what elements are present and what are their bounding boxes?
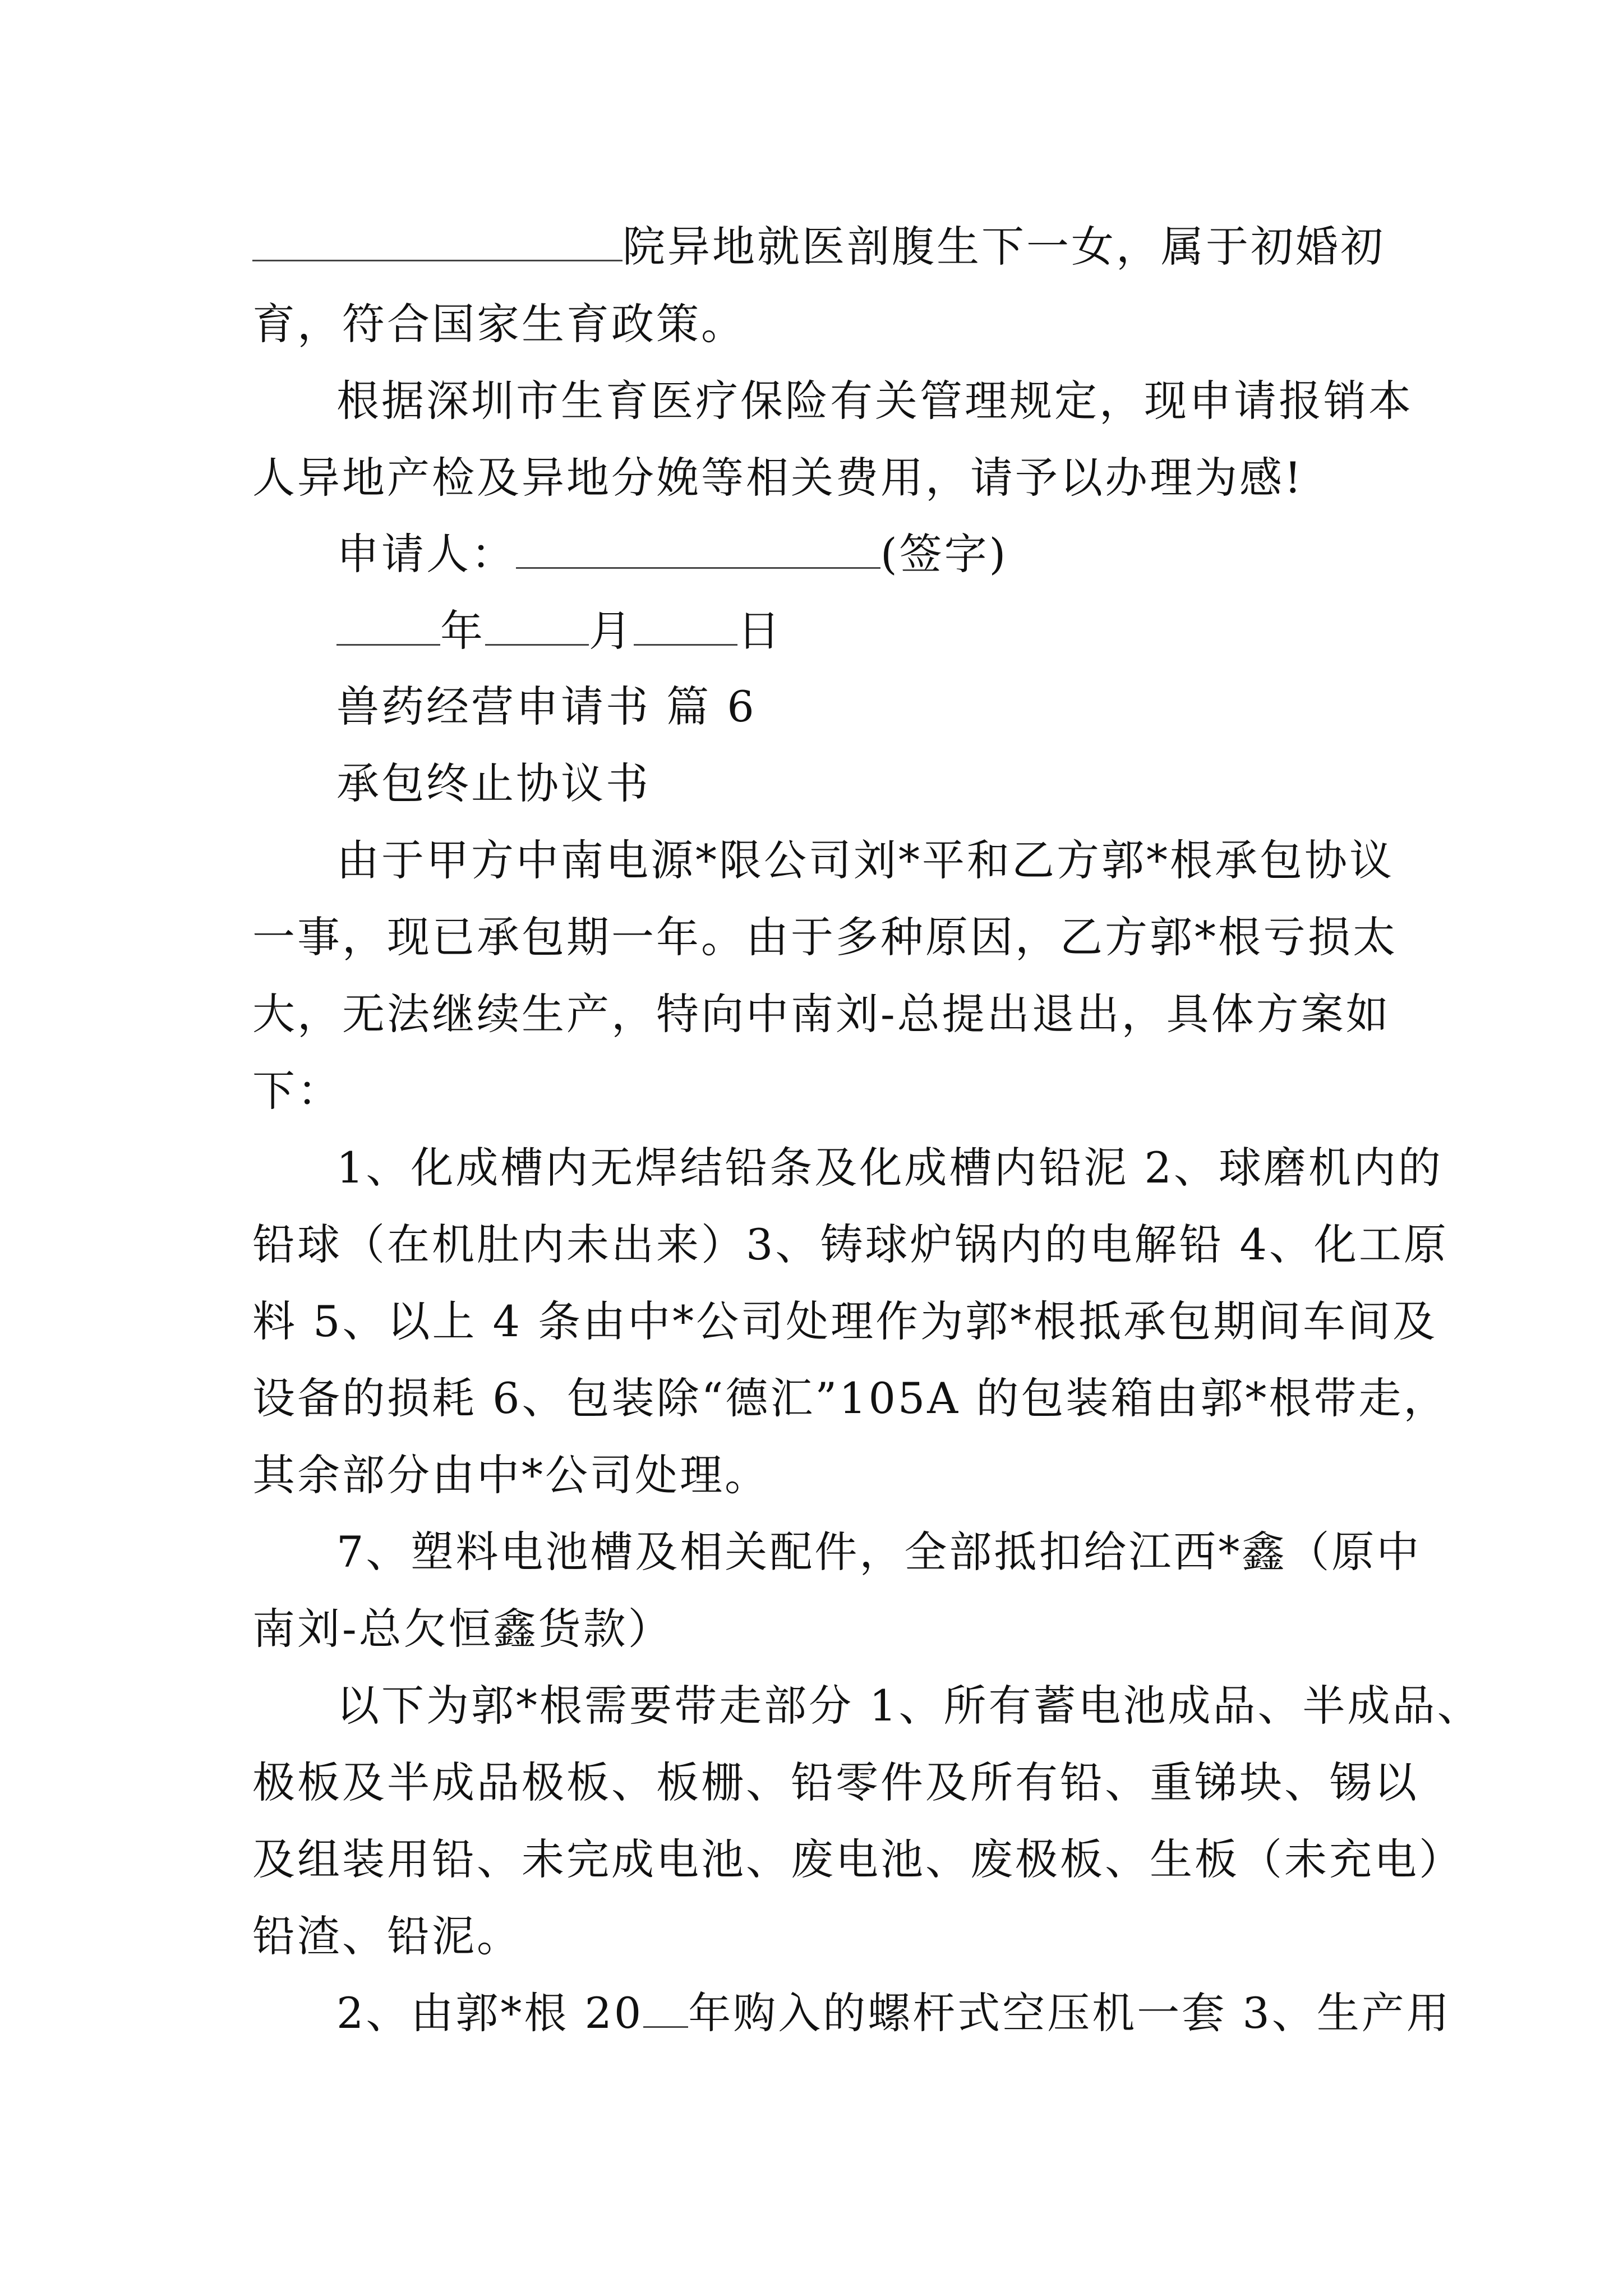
line-text: 及组装用铅、未完成电池、废电池、废极板、生板（未充电）	[252, 1834, 1464, 1884]
text-line	[252, 1755, 1419, 1811]
text-line	[336, 1140, 1443, 1196]
text-line	[252, 296, 746, 352]
text-line	[252, 1447, 769, 1503]
month-label: 月	[589, 606, 634, 656]
line-text: 7、塑料电池槽及相关配件，全部抵扣给江西*鑫（原中	[336, 1527, 1422, 1577]
line-text: 南刘-总欠恒鑫货款）	[252, 1604, 673, 1654]
line-text: 承包终止协议书	[336, 758, 651, 808]
section-heading	[336, 679, 757, 735]
signature-blank	[516, 528, 880, 569]
line-text: 设备的损耗 6、包装除“德汇”105A 的包装箱由郭*根带走，	[252, 1373, 1449, 1423]
line-text: 以下为郭*根需要带走部分 1、所有蓄电池成品、半成品、	[336, 1681, 1482, 1731]
day-label: 日	[737, 606, 782, 656]
text-line	[252, 1832, 1464, 1888]
text-line	[252, 1063, 342, 1119]
line-text: 年购入的螺杆式空压机一套 3、生产用	[688, 1988, 1451, 2038]
line-text: 铅渣、铅泥。	[252, 1911, 522, 1961]
signature-hint: (签字)	[880, 529, 1008, 579]
line-text: 院异地就医剖腹生下一女，属于初婚初	[623, 222, 1385, 272]
text-line	[252, 1370, 1448, 1427]
line-text: 一事，现已承包期一年。由于多种原因，乙方郭*根亏损太	[252, 912, 1398, 962]
text-line	[336, 1524, 1421, 1580]
text-line	[252, 986, 1391, 1042]
year-label: 年	[440, 606, 485, 656]
text-line	[252, 1294, 1437, 1350]
line-text: 其余部分由中*公司处理。	[252, 1450, 769, 1500]
line-text: 大，无法继续生产，特向中南刘-总提出退出，具体方案如	[252, 989, 1391, 1039]
line-text: 极板及半成品极板、板栅、铅零件及所有铅、重锑块、锡以	[252, 1757, 1419, 1807]
text-line	[336, 373, 1413, 429]
text-line	[252, 909, 1398, 965]
text-line	[252, 1601, 673, 1657]
text-line	[252, 1908, 522, 1964]
applicant-signature-line	[336, 526, 1008, 582]
line-text: 2、由郭*根 20	[336, 1988, 644, 2038]
line-text: 育，符合国家生育政策。	[252, 299, 746, 349]
text-line	[336, 832, 1394, 889]
line-text: 1、化成槽内无焊结铅条及化成槽内铅泥 2、球磨机内的	[336, 1143, 1443, 1193]
line-text: 由于甲方中南电源*限公司刘*平和乙方郭*根承包协议	[336, 835, 1394, 885]
year-suffix-blank	[643, 1987, 688, 2028]
line-text: 料 5、以上 4 条由中*公司处理作为郭*根抵承包期间车间及	[252, 1296, 1438, 1346]
line-text: 下：	[252, 1066, 342, 1116]
line-text: 人异地产检及异地分娩等相关费用，请予以办理为感!	[252, 453, 1304, 503]
agreement-title	[336, 756, 651, 812]
text-line	[252, 1217, 1449, 1273]
text-line	[252, 219, 1385, 275]
fill-in-blank	[252, 220, 623, 261]
year-blank	[336, 605, 440, 646]
applicant-label: 申请人：	[336, 529, 516, 579]
text-line	[336, 1678, 1482, 1734]
line-text: 根据深圳市生育医疗保险有关管理规定，现申请报销本	[336, 376, 1413, 426]
line-text: 铅球（在机肚内未出来）3、铸球炉锅内的电解铅 4、化工原	[252, 1220, 1449, 1269]
date-line	[336, 603, 782, 659]
text-line	[336, 1985, 1451, 2041]
text-line	[252, 450, 1304, 506]
month-blank	[485, 605, 589, 646]
line-text: 兽药经营申请书 篇 6	[336, 682, 757, 731]
day-blank	[634, 605, 737, 646]
